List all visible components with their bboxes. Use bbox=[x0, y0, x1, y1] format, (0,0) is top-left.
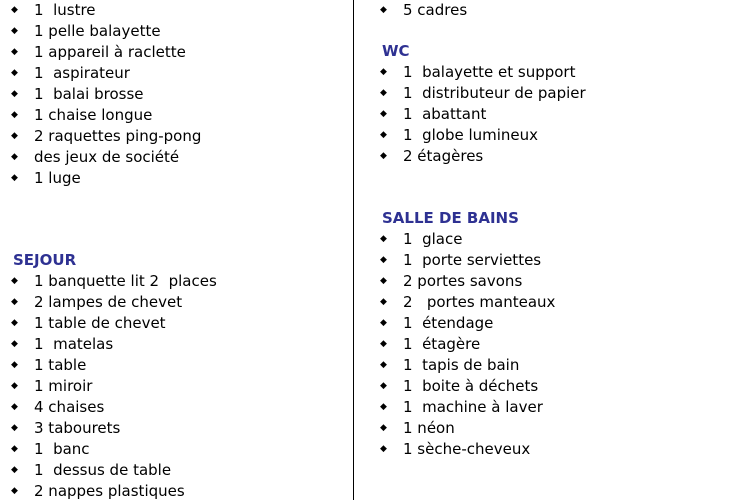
list-item bbox=[10, 397, 217, 418]
list-item bbox=[379, 292, 555, 313]
list-item bbox=[10, 0, 201, 21]
list-item bbox=[379, 250, 555, 271]
right-top-list bbox=[379, 0, 467, 21]
list-item-text: 3 tabourets bbox=[34, 419, 121, 437]
list-item bbox=[379, 229, 555, 250]
bullet-icon: ◆ bbox=[11, 47, 18, 57]
list-item-text: 1 balayette et support bbox=[403, 63, 576, 81]
list-item bbox=[379, 355, 555, 376]
bullet-icon: ◆ bbox=[11, 360, 18, 370]
salle-de-bains-list bbox=[379, 229, 555, 460]
bullet-icon: ◆ bbox=[380, 255, 387, 265]
list-item bbox=[379, 146, 586, 167]
list-item bbox=[10, 42, 201, 63]
list-item bbox=[379, 83, 586, 104]
list-item-text: 1 pelle balayette bbox=[34, 22, 161, 40]
list-item-text: 1 machine à laver bbox=[403, 398, 543, 416]
bullet-icon: ◆ bbox=[11, 131, 18, 141]
list-item bbox=[379, 334, 555, 355]
bullet-icon: ◆ bbox=[380, 276, 387, 286]
bullet-icon: ◆ bbox=[11, 26, 18, 36]
list-item-text: 5 cadres bbox=[403, 1, 468, 19]
list-item bbox=[10, 460, 217, 481]
left-top-list bbox=[10, 0, 201, 189]
bullet-icon: ◆ bbox=[11, 276, 18, 286]
list-item bbox=[10, 355, 217, 376]
bullet-icon: ◆ bbox=[11, 152, 18, 162]
list-item-text: 1 boite à déchets bbox=[403, 377, 539, 395]
bullet-icon: ◆ bbox=[11, 173, 18, 183]
bullet-icon: ◆ bbox=[11, 110, 18, 120]
list-item-text: 1 étendage bbox=[403, 314, 494, 332]
bullet-icon: ◆ bbox=[380, 297, 387, 307]
list-item bbox=[10, 439, 217, 460]
list-item-text: 1 abattant bbox=[403, 105, 487, 123]
list-item bbox=[10, 105, 201, 126]
list-item-text: 4 chaises bbox=[34, 398, 105, 416]
bullet-icon: ◆ bbox=[11, 68, 18, 78]
wc-heading: WC bbox=[382, 42, 410, 60]
bullet-icon: ◆ bbox=[380, 402, 387, 412]
list-item bbox=[10, 168, 201, 189]
list-item bbox=[10, 147, 201, 168]
bullet-icon: ◆ bbox=[380, 381, 387, 391]
wc-list bbox=[379, 62, 586, 167]
bullet-icon: ◆ bbox=[380, 339, 387, 349]
list-item bbox=[379, 439, 555, 460]
bullet-icon: ◆ bbox=[380, 360, 387, 370]
list-item-text: 1 lustre bbox=[34, 1, 96, 19]
list-item-text: 2 étagères bbox=[403, 147, 484, 165]
list-item bbox=[10, 481, 217, 502]
bullet-icon: ◆ bbox=[380, 5, 387, 15]
bullet-icon: ◆ bbox=[380, 109, 387, 119]
wc-section bbox=[379, 41, 586, 167]
list-item bbox=[10, 271, 217, 292]
list-item bbox=[10, 126, 201, 147]
bullet-icon: ◆ bbox=[11, 318, 18, 328]
list-item bbox=[10, 418, 217, 439]
list-item-text: 1 luge bbox=[34, 169, 81, 187]
list-item bbox=[379, 271, 555, 292]
list-item bbox=[379, 62, 586, 83]
list-item-text: 1 banquette lit 2 places bbox=[34, 272, 217, 290]
list-item-text: 1 étagère bbox=[403, 335, 481, 353]
list-item-text: 2 lampes de chevet bbox=[34, 293, 183, 311]
right-top-section bbox=[379, 0, 467, 21]
list-item-text: 1 matelas bbox=[34, 335, 114, 353]
list-item bbox=[10, 376, 217, 397]
column-divider bbox=[353, 0, 354, 500]
list-item-text: 1 miroir bbox=[34, 377, 93, 395]
bullet-icon: ◆ bbox=[380, 151, 387, 161]
bullet-icon: ◆ bbox=[11, 381, 18, 391]
list-item-text: 1 aspirateur bbox=[34, 64, 130, 82]
sejour-heading: SEJOUR bbox=[13, 251, 77, 269]
list-item-text: 2 raquettes ping-pong bbox=[34, 127, 202, 145]
bullet-icon: ◆ bbox=[380, 318, 387, 328]
list-item-text: 2 portes savons bbox=[403, 272, 523, 290]
list-item bbox=[379, 125, 586, 146]
bullet-icon: ◆ bbox=[11, 339, 18, 349]
sejour-section bbox=[10, 250, 217, 502]
salle-de-bains-section bbox=[379, 208, 555, 460]
bullet-icon: ◆ bbox=[11, 444, 18, 454]
bullet-icon: ◆ bbox=[380, 88, 387, 98]
list-item-text: 1 banc bbox=[34, 440, 90, 458]
list-item bbox=[10, 84, 201, 105]
list-item bbox=[379, 313, 555, 334]
bullet-icon: ◆ bbox=[11, 297, 18, 307]
bullet-icon: ◆ bbox=[380, 423, 387, 433]
bullet-icon: ◆ bbox=[380, 234, 387, 244]
list-item-text: 1 balai brosse bbox=[34, 85, 144, 103]
list-item-text: 1 globe lumineux bbox=[403, 126, 539, 144]
list-item bbox=[10, 313, 217, 334]
list-item-text: 1 dessus de table bbox=[34, 461, 172, 479]
list-item-text: 1 néon bbox=[403, 419, 455, 437]
bullet-icon: ◆ bbox=[380, 444, 387, 454]
list-item-text: 1 tapis de bain bbox=[403, 356, 520, 374]
salle-de-bains-heading: SALLE DE BAINS bbox=[382, 209, 519, 227]
list-item-text: des jeux de société bbox=[34, 148, 180, 166]
left-top-section bbox=[10, 0, 201, 189]
bullet-icon: ◆ bbox=[11, 5, 18, 15]
list-item-text: 1 distributeur de papier bbox=[403, 84, 586, 102]
bullet-icon: ◆ bbox=[11, 465, 18, 475]
bullet-icon: ◆ bbox=[380, 130, 387, 140]
list-item-text: 1 table bbox=[34, 356, 87, 374]
sejour-list bbox=[10, 271, 217, 502]
bullet-icon: ◆ bbox=[11, 402, 18, 412]
list-item bbox=[10, 21, 201, 42]
list-item-text: 1 sèche-cheveux bbox=[403, 440, 531, 458]
list-item bbox=[10, 292, 217, 313]
list-item-text: 2 nappes plastiques bbox=[34, 482, 185, 500]
bullet-icon: ◆ bbox=[11, 486, 18, 496]
list-item-text: 1 chaise longue bbox=[34, 106, 153, 124]
list-item-text: 1 glace bbox=[403, 230, 463, 248]
list-item bbox=[379, 0, 467, 21]
list-item-text: 1 appareil à raclette bbox=[34, 43, 186, 61]
bullet-icon: ◆ bbox=[380, 67, 387, 77]
bullet-icon: ◆ bbox=[11, 89, 18, 99]
list-item bbox=[379, 376, 555, 397]
list-item bbox=[10, 63, 201, 84]
list-item bbox=[379, 104, 586, 125]
list-item-text: 1 table de chevet bbox=[34, 314, 166, 332]
list-item bbox=[10, 334, 217, 355]
list-item-text: 2 portes manteaux bbox=[403, 293, 556, 311]
bullet-icon: ◆ bbox=[11, 423, 18, 433]
list-item bbox=[379, 397, 555, 418]
list-item bbox=[379, 418, 555, 439]
list-item-text: 1 porte serviettes bbox=[403, 251, 542, 269]
